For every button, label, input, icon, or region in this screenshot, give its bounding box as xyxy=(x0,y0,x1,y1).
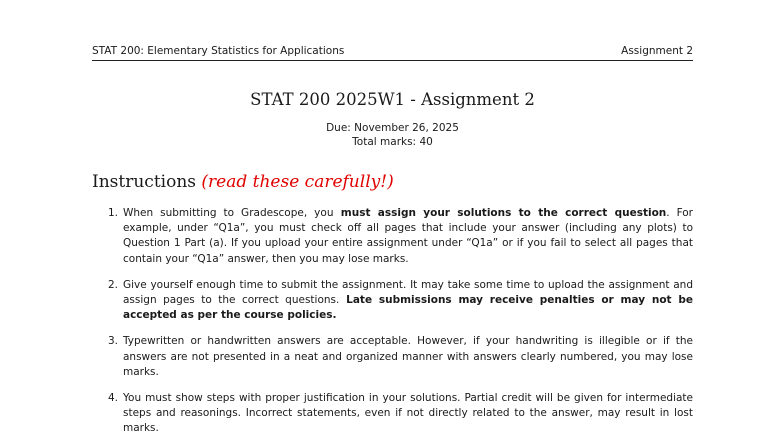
instruction-number: 1. xyxy=(108,207,119,219)
instruction-text: When submitting to Gradescope, you xyxy=(123,207,334,219)
instruction-item-2 xyxy=(108,278,693,324)
header-course: STAT 200: Elementary Statistics for Applications xyxy=(92,45,345,57)
running-header xyxy=(92,44,693,61)
instruction-text: Typewritten or handwritten answers are acceptable. However, if your handwriting is illegible or if the answers are not presented in a neat and organized manner with answers clearly numbered, you may lose marks. xyxy=(123,335,693,378)
instruction-text: You must show steps with proper justification in your solutions. Partial credit will be given for intermediate steps and reasonings. Incorrect statements, even if not directly related to the answer, may result in lost marks. xyxy=(123,392,693,435)
due-date: Due: November 26, 2025 xyxy=(326,122,459,134)
instruction-bold-text: Late submissions may receive penalties or may not be accepted as per the course policies. xyxy=(123,294,693,322)
instruction-item-4 xyxy=(108,391,693,437)
instruction-bold-text: must assign your solutions to the correct question xyxy=(333,207,667,219)
instruction-number: 2. xyxy=(108,278,119,291)
instruction-number: 4. xyxy=(108,392,119,405)
instructions-heading xyxy=(92,172,394,192)
instruction-text: Give yourself enough time to submit the assignment. It may take some time to upload the assignment and assign pages to the correct questions. xyxy=(123,278,693,307)
instruction-number: 3. xyxy=(108,335,119,348)
total-marks: Total marks: 40 xyxy=(352,136,433,148)
instruction-item-3 xyxy=(108,334,693,380)
instructions-heading-text: Instructions xyxy=(92,172,196,192)
instruction-item-1 xyxy=(108,206,693,267)
instruction-text-continued: . For example, under “Q1a”, you must check off all pages that include your answer (including any plots) to Question 1 Part (a). If you upload your entire assignment under “Q1a” or if you fail to select all pages that contain your “Q1a” answer, then you may lose marks. xyxy=(123,207,693,265)
document-title: STAT 200 2025W1 - Assignment 2 xyxy=(250,90,535,109)
instructions-list xyxy=(108,206,693,448)
instructions-heading-emphasis: (read these carefully!) xyxy=(201,172,394,192)
header-assignment: Assignment 2 xyxy=(621,45,693,57)
